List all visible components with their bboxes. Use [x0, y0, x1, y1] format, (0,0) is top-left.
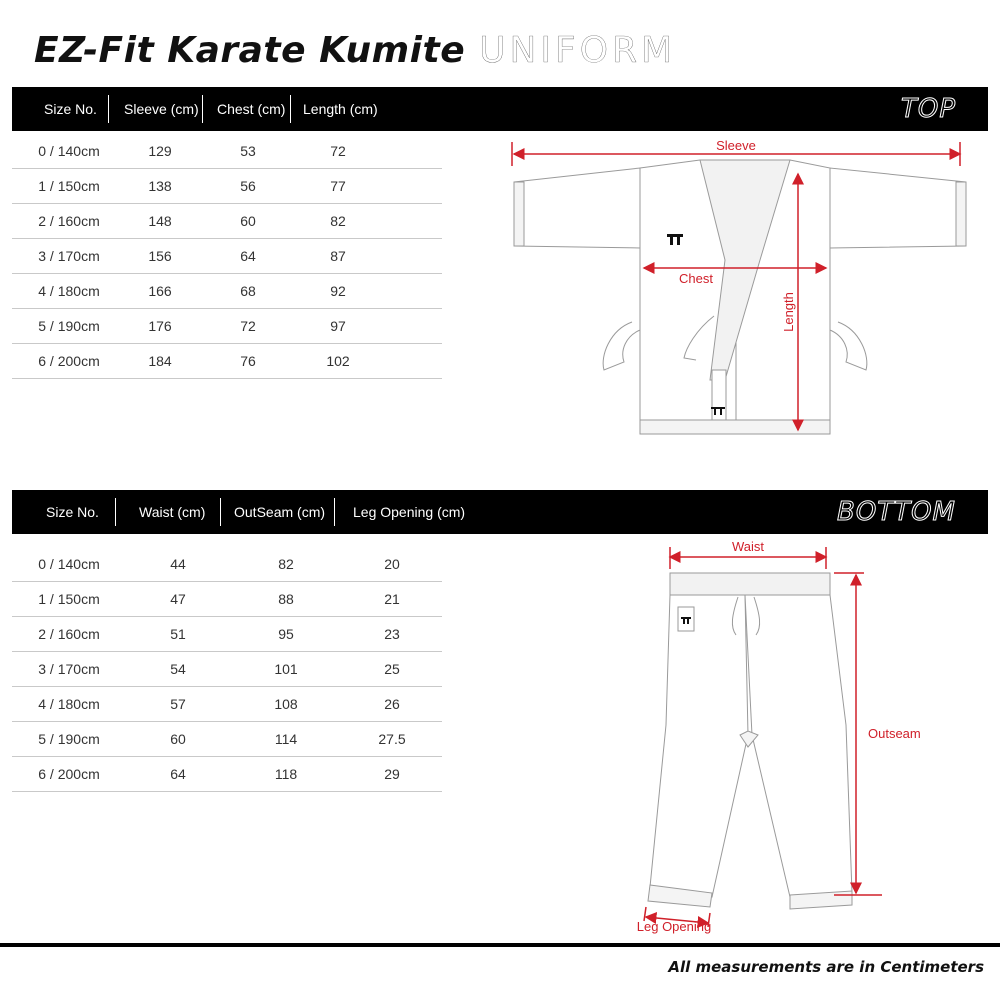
table-row: [12, 582, 442, 617]
waist-cell: 57: [170, 696, 186, 712]
leg-opening-cell: 23: [384, 626, 400, 642]
bottom-header-waist: Waist (cm): [139, 504, 206, 520]
leg-opening-cell: 25: [384, 661, 400, 677]
divider: [290, 95, 291, 123]
sleeve-label: Sleeve: [716, 138, 756, 153]
table-row: [12, 757, 442, 792]
bottom-header-bar: [12, 490, 988, 534]
leg-opening-cell: 20: [384, 556, 400, 572]
leg-opening-cell: 26: [384, 696, 400, 712]
leg-opening-cell: 21: [384, 591, 400, 607]
bottom-size-table: [12, 547, 442, 792]
sleeve-cell: 176: [148, 318, 172, 334]
outseam-cell: 88: [278, 591, 294, 607]
divider: [202, 95, 203, 123]
sleeve-cell: 156: [148, 248, 172, 264]
table-row: [12, 134, 442, 169]
sleeve-cell: 184: [148, 353, 172, 369]
leg-opening-cell: 27.5: [378, 731, 406, 747]
chest-cell: 68: [240, 283, 256, 299]
bottom-header-leg-opening: Leg Opening (cm): [353, 504, 466, 520]
size-cell: 3 / 170cm: [38, 661, 100, 677]
waist-cell: 44: [170, 556, 186, 572]
top-header-length: Length (cm): [303, 101, 378, 117]
table-row: [12, 239, 442, 274]
length-cell: 77: [330, 178, 346, 194]
length-cell: 87: [330, 248, 346, 264]
top-header-chest: Chest (cm): [217, 101, 286, 117]
page-title: [34, 30, 676, 80]
chest-cell: 72: [240, 318, 256, 334]
chest-cell: 64: [240, 248, 256, 264]
waist-cell: 51: [170, 626, 186, 642]
outseam-cell: 95: [278, 626, 294, 642]
divider: [334, 498, 335, 526]
size-cell: 6 / 200cm: [38, 766, 100, 782]
size-cell: 3 / 170cm: [38, 248, 100, 264]
waist-cell: 47: [170, 591, 186, 607]
bottom-section-tag: BOTTOM: [837, 497, 956, 527]
divider: [220, 498, 221, 526]
bottom-header-size: Size No.: [46, 504, 99, 520]
length-cell: 97: [330, 318, 346, 334]
outseam-cell: 114: [274, 731, 298, 747]
length-cell: 82: [330, 213, 346, 229]
left-sleeve: [514, 168, 640, 248]
length-cell: 102: [326, 353, 350, 369]
right-leg: [745, 595, 852, 897]
table-row: [12, 722, 442, 757]
sleeve-cell: 138: [148, 178, 172, 194]
chest-cell: 53: [240, 143, 256, 159]
size-cell: 4 / 180cm: [38, 696, 100, 712]
pants-diagram: [620, 535, 921, 940]
size-cell: 5 / 190cm: [38, 731, 100, 747]
table-row: [12, 617, 442, 652]
size-cell: 2 / 160cm: [38, 626, 100, 642]
outseam-cell: 118: [274, 766, 298, 782]
leg-opening-label: Leg Opening: [636, 919, 712, 934]
length-cell: 92: [330, 283, 346, 299]
jacket-diagram: [500, 130, 980, 450]
title-main: EZ-Fit Karate Kumite: [34, 30, 466, 71]
size-cell: 0 / 140cm: [38, 556, 100, 572]
top-header-size: Size No.: [44, 101, 97, 117]
waist-cell: 54: [170, 661, 186, 677]
chest-label: Chest: [679, 271, 713, 286]
size-cell: 5 / 190cm: [38, 318, 100, 334]
length-label: Length: [781, 292, 796, 332]
leg-opening-cell: 29: [384, 766, 400, 782]
outseam-cell: 101: [274, 661, 298, 677]
footer-note: All measurements are in Centimeters: [668, 958, 984, 976]
table-row: [12, 652, 442, 687]
footer-divider: [0, 943, 1000, 947]
size-cell: 4 / 180cm: [38, 283, 100, 299]
table-row: [12, 274, 442, 309]
waist-label: Waist: [731, 539, 765, 554]
title-sub: UNIFORM: [479, 30, 677, 71]
top-section-tag: TOP: [900, 94, 956, 124]
waistband: [670, 573, 830, 595]
waist-cell: 60: [170, 731, 186, 747]
sleeve-cell: 166: [148, 283, 172, 299]
sleeve-cell: 129: [148, 143, 172, 159]
table-row: [12, 687, 442, 722]
size-cell: 2 / 160cm: [38, 213, 100, 229]
length-cell: 72: [330, 143, 346, 159]
outseam-cell: 82: [278, 556, 294, 572]
waist-cell: 64: [170, 766, 186, 782]
bottom-header-outseam: OutSeam (cm): [234, 504, 326, 520]
top-header-bar: [12, 87, 988, 131]
outseam-label: Outseam: [868, 726, 921, 741]
chest-cell: 56: [240, 178, 256, 194]
table-row: [12, 547, 442, 582]
table-row: [12, 309, 442, 344]
top-header-sleeve: Sleeve (cm): [124, 101, 199, 117]
left-leg: [650, 595, 748, 897]
sleeve-cell: 148: [148, 213, 172, 229]
table-row: [12, 204, 442, 239]
chest-cell: 76: [240, 353, 256, 369]
chest-cell: 60: [240, 213, 256, 229]
size-cell: 6 / 200cm: [38, 353, 100, 369]
right-sleeve: [830, 168, 966, 248]
divider: [108, 95, 109, 123]
size-cell: 1 / 150cm: [38, 591, 100, 607]
size-cell: 0 / 140cm: [38, 143, 100, 159]
divider: [115, 498, 116, 526]
table-row: [12, 344, 442, 379]
table-row: [12, 169, 442, 204]
size-cell: 1 / 150cm: [38, 178, 100, 194]
outseam-cell: 108: [274, 696, 298, 712]
top-size-table: [12, 134, 442, 379]
